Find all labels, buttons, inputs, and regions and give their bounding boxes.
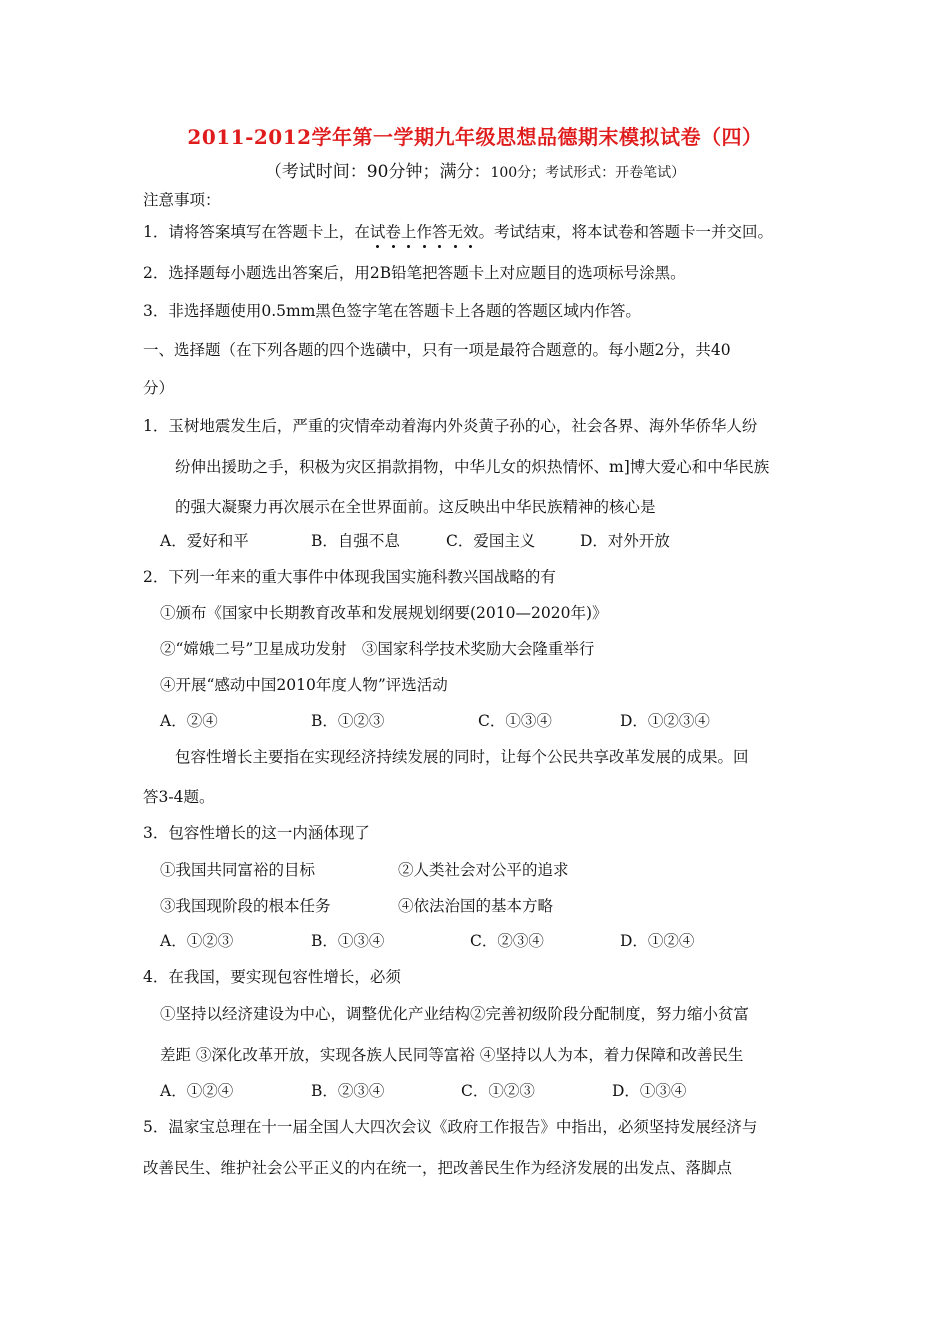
q4-statements-line1: ①坚持以经济建设为中心，调整优化产业结构②完善初级阶段分配制度，努力缩小贫富 (160, 1005, 750, 1023)
q2-option-b: B．①②③ (311, 712, 385, 730)
q5-stem-line2: 改善民生、维护社会公平正义的内在统一，把改善民生作为经济发展的出发点、落脚点 (143, 1159, 733, 1177)
subtitle-main: （考试时间：90分钟；满分： (264, 162, 491, 182)
q2-option-c: C．①③④ (478, 712, 552, 730)
passage-line2: 答3-4题。 (143, 788, 215, 806)
q3-statement-1: ①我国共同富裕的目标 (160, 861, 316, 879)
q4-option-a: A．①②④ (160, 1082, 234, 1100)
q4-stem: 4．在我国，要实现包容性增长，必须 (143, 968, 401, 986)
note-1 (143, 222, 773, 242)
q3-option-c: C．②③④ (470, 932, 544, 950)
q4-statements-line2: 差距 ③深化改革开放，实现各族人民同等富裕 ④坚持以人为本，着力保障和改善民生 (160, 1046, 744, 1064)
q2-stem: 2．下列一年来的重大事件中体现我国实施科教兴国战略的有 (143, 568, 556, 586)
q3-statement-4: ④依法治国的基本方略 (398, 897, 554, 915)
section1-line1: 一、选择题（在下列各题的四个选磺中，只有一项是最符合题意的。每小题2分，共40 (143, 341, 731, 359)
q3-statement-2: ②人类社会对公平的追求 (398, 861, 569, 879)
passage-line1: 包容性增长主要指在实现经济持续发展的同时，让每个公民共享改革发展的成果。回 (175, 748, 749, 766)
q2-statement-1: ①颁布《国家中长期教育改革和发展规划纲要(2010—2020年)》 (160, 604, 608, 622)
q1-option-a: A．爱好和平 (160, 532, 249, 550)
q4-option-d: D．①③④ (612, 1082, 687, 1100)
q3-statement-3: ③我国现阶段的根本任务 (160, 897, 331, 915)
exam-title: 2011-2012学年第一学期九年级思想品德期末模拟试卷（四） (187, 125, 763, 149)
q1-stem-line3: 的强大凝聚力再次展示在全世界面前。这反映出中华民族精神的核心是 (175, 498, 656, 516)
q3-option-a: A．①②③ (160, 932, 234, 950)
note-3: 3．非选择题使用0.5mm黑色签字笔在答题卡上各题的答题区域内作答。 (143, 302, 641, 320)
q4-option-c: C．①②③ (461, 1082, 535, 1100)
q1-option-c: C．爱国主义 (446, 532, 536, 550)
q2-statement-3: ④开展“感动中国2010年度人物”评选活动 (160, 676, 448, 694)
q2-statement-2: ②“嫦娥二号”卫星成功发射 ③国家科学技术奖励大会隆重举行 (160, 640, 595, 658)
q1-option-b: B．自强不息 (311, 532, 400, 550)
q2-option-a: A．②④ (160, 712, 218, 730)
q1-option-d: D．对外开放 (580, 532, 670, 550)
q1-stem-line2: 纷伸出援助之手，积极为灾区捐款捐物，中华儿女的炽热情怀、m]博大爱心和中华民族 (175, 458, 770, 476)
note-2: 2．选择题每小题选出答案后，用2B铅笔把答题卡上对应题目的选项标号涂黑。 (143, 264, 686, 282)
note-1-emphasis: 在试卷上作答无效 (354, 223, 479, 241)
q2-option-d: D．①②③④ (620, 712, 710, 730)
q3-option-b: B．①③④ (311, 932, 385, 950)
note-1-post: 。考试结束，将本试卷和答题卡一并交回。 (478, 223, 774, 241)
q3-option-d: D．①②④ (620, 932, 695, 950)
note-1-pre: 1．请将答案填写在答题卡上， (143, 223, 355, 241)
subtitle-rest: 100分；考试形式：开卷笔试） (490, 165, 686, 181)
section1-line2: 分） (143, 379, 175, 397)
notes-heading: 注意事项： (143, 191, 221, 209)
q3-stem: 3．包容性增长的这一内涵体现了 (143, 824, 370, 842)
exam-subtitle (0, 157, 950, 182)
q4-option-b: B．②③④ (311, 1082, 385, 1100)
q1-stem-line1: 1．玉树地震发生后，严重的灾情牵动着海内外炎黄子孙的心，社会各界、海外华侨华人纷 (143, 417, 758, 435)
q5-stem-line1: 5．温家宝总理在十一届全国人大四次会议《政府工作报告》中指出，必须坚持发展经济与 (143, 1118, 758, 1136)
